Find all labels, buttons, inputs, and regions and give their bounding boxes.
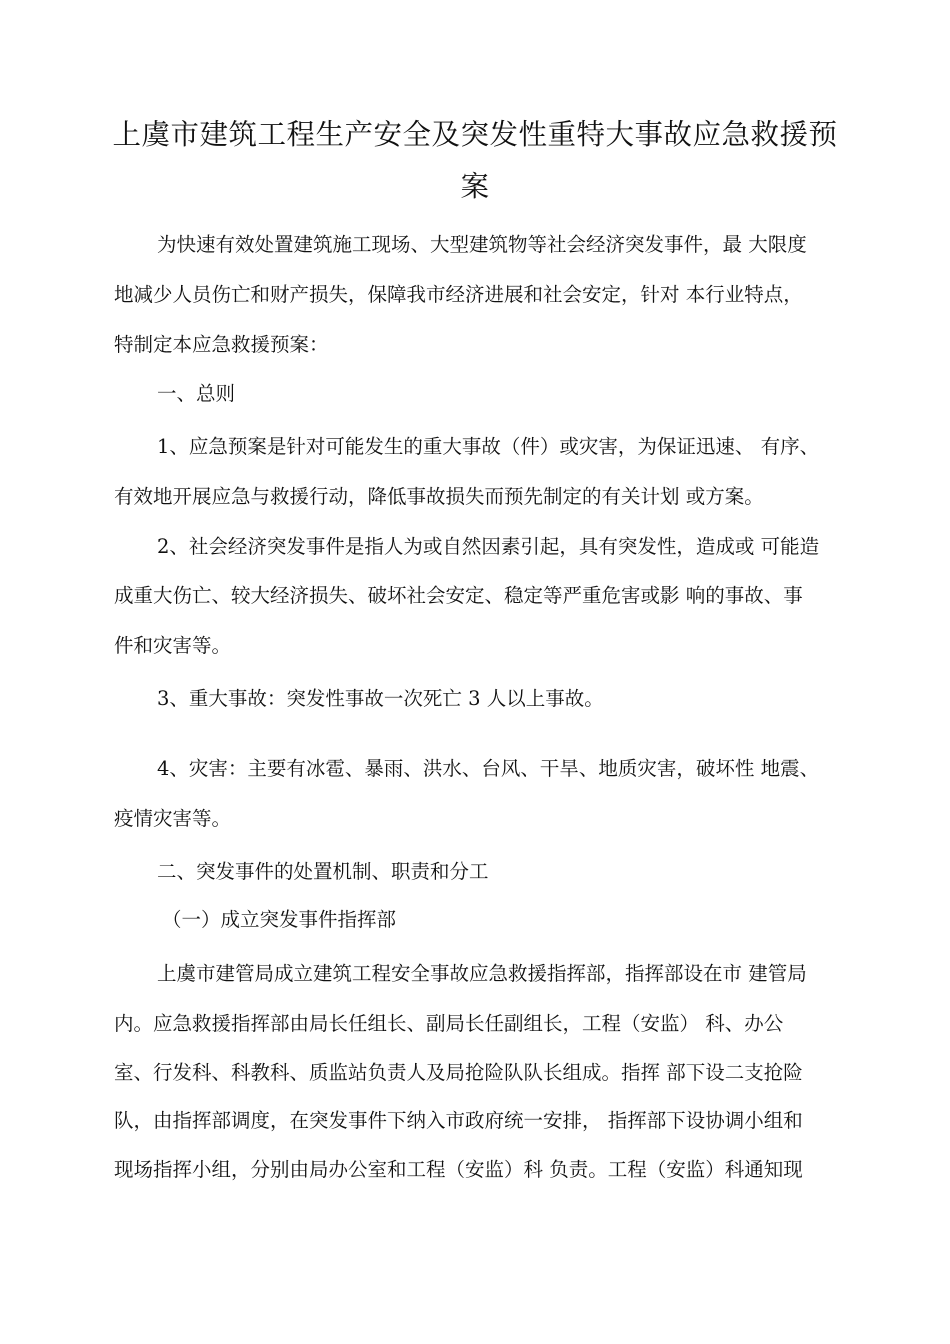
paragraph-line: 成重大伤亡、较大经济损失、破坏社会安定、稳定等严重危害或影 响的事故、事: [114, 584, 803, 607]
paragraph-line: 队，由指挥部调度，在突发事件下纳入市政府统一安排， 指挥部下设协调小组和: [114, 1109, 803, 1132]
subsection-heading: （一）成立突发事件指挥部: [162, 908, 397, 931]
paragraph-line: 现场指挥小组，分别由局办公室和工程（安监）科 负责。工程（安监）科通知现: [114, 1158, 803, 1181]
paragraph-line: 内。应急救援指挥部由局长任组长、副局长任副组长，工程（安监） 科、办公: [114, 1012, 784, 1035]
paragraph-line: 上虞市建管局成立建筑工程安全事故应急救援指挥部，指挥部设在市 建管局: [157, 962, 807, 985]
paragraph-line: 1、应急预案是针对可能发生的重大事故（件）或灾害，为保证迅速、 有序、: [157, 435, 820, 458]
paragraph-line: 有效地开展应急与救援行动，降低事故损失而预先制定的有关计划 或方案。: [114, 485, 764, 508]
paragraph-line: 室、行发科、科教科、质监站负责人及局抢险队队长组成。指挥 部下设二支抢险: [114, 1061, 803, 1084]
paragraph-line: 4、灾害：主要有冰雹、暴雨、洪水、台风、干旱、地质灾害，破坏性 地震、: [157, 757, 820, 780]
paragraph-line: 特制定本应急救援预案：: [114, 333, 329, 356]
document-title-line-1: 上虞市建筑工程生产安全及突发性重特大事故应急救援预: [112, 118, 838, 151]
paragraph-line: 件和灾害等。: [114, 634, 232, 657]
document-title-line-2: 案: [460, 170, 490, 203]
paragraph-line: 3、重大事故：突发性事故一次死亡 3 人以上事故。: [157, 687, 604, 710]
section-heading: 二、突发事件的处置机制、职责和分工: [157, 860, 489, 883]
paragraph-line: 2、社会经济突发事件是指人为或自然因素引起，具有突发性，造成或 可能造: [157, 535, 820, 558]
section-heading: 一、总则: [157, 382, 236, 405]
paragraph-line: 地减少人员伤亡和财产损失，保障我市经济进展和社会安定，针对 本行业特点，: [114, 283, 803, 306]
paragraph-line: 为快速有效处置建筑施工现场、大型建筑物等社会经济突发事件，最 大限度: [157, 233, 807, 256]
paragraph-line: 疫情灾害等。: [114, 807, 232, 830]
